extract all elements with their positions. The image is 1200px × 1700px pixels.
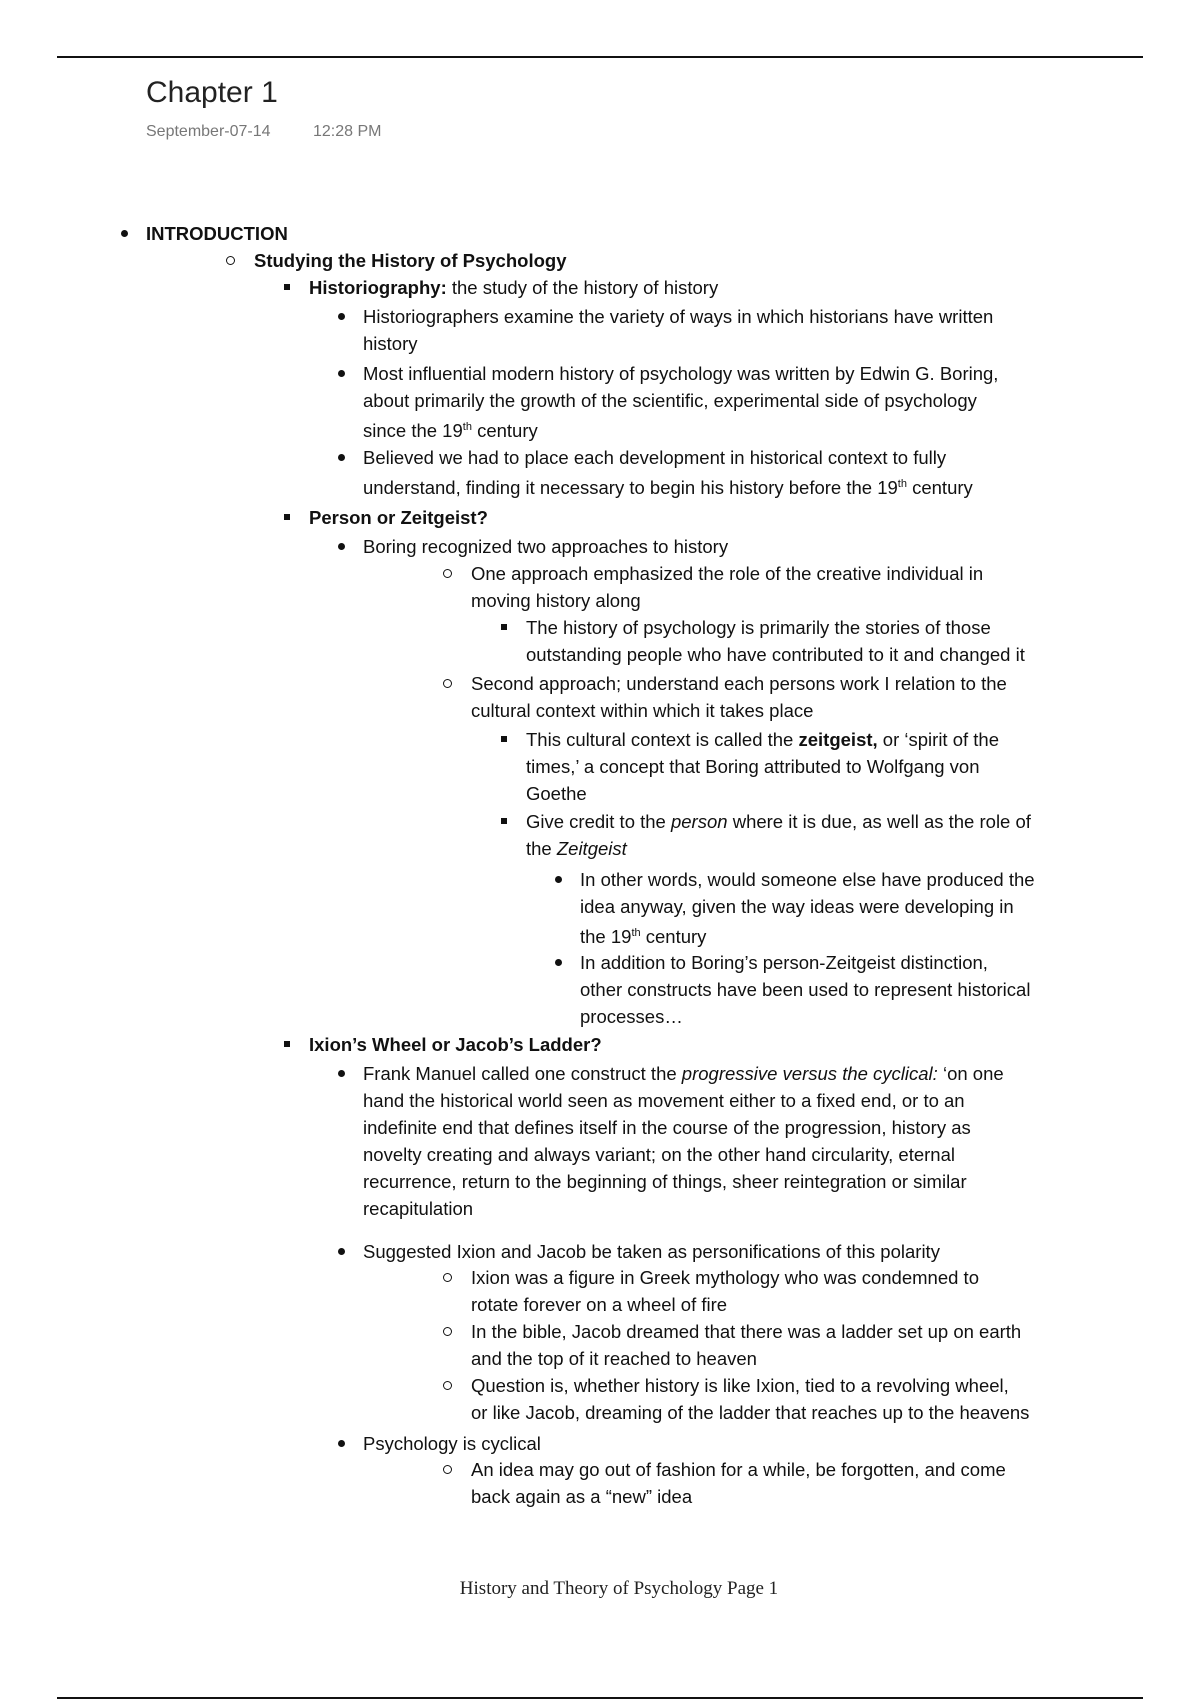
list-item: Frank Manuel called one construct the progressive versus the cyclical: ‘on one hand the historical world seen as movement either to a fixed end, or to an indefinite end that defines itself in the course of the progression, history as novelty creating and always variant; on the other hand circularity, eternal recurrence, return to the beginning of things, sheer reintegration or similar recapitulation — [363, 1060, 1004, 1222]
page-date: September-07-14 — [146, 123, 271, 140]
bullet-icon — [338, 1248, 345, 1255]
term-historiography: Historiography: — [309, 277, 447, 298]
page-footer: History and Theory of Psychology Page 1 — [459, 1578, 779, 1599]
list-item: In the bible, Jacob dreamed that there was a ladder set up on earth and the top of it reached to heaven — [471, 1318, 1021, 1372]
list-item: An idea may go out of fashion for a while, be forgotten, and come back again as a “new” idea — [471, 1456, 1006, 1510]
page-title: Chapter 1 — [146, 76, 278, 109]
heading-introduction: INTRODUCTION — [146, 223, 288, 244]
bullet-icon — [338, 454, 345, 461]
outline-item-ixion-jacob — [309, 1031, 602, 1058]
square-bullet-icon — [501, 736, 507, 742]
list-item: In addition to Boring’s person-Zeitgeist distinction, other constructs have been used to represent historical processes… — [580, 949, 1030, 1030]
list-item: Second approach; understand each persons work I relation to the cultural context within which it takes place — [471, 670, 1007, 724]
hollow-bullet-icon — [226, 256, 235, 265]
square-bullet-icon — [501, 624, 507, 630]
list-item: In other words, would someone else have produced the idea anyway, given the way ideas were developing in the 19th century — [580, 866, 1035, 950]
list-item: Ixion was a figure in Greek mythology who was condemned to rotate forever on a wheel of fire — [471, 1264, 979, 1318]
list-item: This cultural context is called the zeitgeist, or ‘spirit of the times,’ a concept that Boring attributed to Wolfgang von Goethe — [526, 726, 999, 807]
square-bullet-icon — [284, 1041, 290, 1047]
list-item: One approach emphasized the role of the creative individual in moving history along — [471, 560, 983, 614]
outline-item-historiography — [309, 274, 718, 301]
outline-item-introduction — [146, 220, 288, 247]
top-rule — [57, 56, 1143, 58]
heading-ixion-jacob: Ixion’s Wheel or Jacob’s Ladder? — [309, 1034, 602, 1055]
bullet-icon — [555, 876, 562, 883]
bullet-icon — [555, 959, 562, 966]
list-item: Most influential modern history of psychology was written by Edwin G. Boring, about primarily the growth of the scientific, experimental side of psychology since the 19th century — [363, 360, 998, 444]
square-bullet-icon — [284, 514, 290, 520]
square-bullet-icon — [284, 284, 290, 290]
list-item: The history of psychology is primarily the stories of those outstanding people who have contributed to it and changed it — [526, 614, 1025, 668]
heading-studying: Studying the History of Psychology — [254, 250, 567, 271]
bullet-icon — [338, 370, 345, 377]
square-bullet-icon — [501, 818, 507, 824]
page-time: 12:28 PM — [312, 123, 382, 140]
hollow-bullet-icon — [443, 569, 452, 578]
bottom-rule — [57, 1697, 1143, 1699]
list-item: Suggested Ixion and Jacob be taken as personifications of this polarity — [363, 1238, 940, 1265]
hollow-bullet-icon — [443, 1327, 452, 1336]
list-item: Question is, whether history is like Ixion, tied to a revolving wheel, or like Jacob, dreaming of the ladder that reaches up to the heavens — [471, 1372, 1029, 1426]
heading-person-zeitgeist: Person or Zeitgeist? — [309, 507, 488, 528]
list-item: Boring recognized two approaches to history — [363, 533, 728, 560]
bullet-icon — [338, 313, 345, 320]
list-item: Psychology is cyclical — [363, 1430, 541, 1457]
hollow-bullet-icon — [443, 1273, 452, 1282]
page-meta — [146, 123, 381, 141]
outline-item-studying — [254, 247, 566, 274]
hollow-bullet-icon — [443, 1465, 452, 1474]
hollow-bullet-icon — [443, 679, 452, 688]
bullet-icon — [338, 1070, 345, 1077]
bullet-icon — [338, 1440, 345, 1447]
list-item: Believed we had to place each development in historical context to fully understand, finding it necessary to begin his history before the 19th century — [363, 444, 973, 501]
bullet-icon — [338, 543, 345, 550]
list-item: Historiographers examine the variety of ways in which historians have written history — [363, 303, 993, 357]
list-item: Give credit to the person where it is due, as well as the role of the Zeitgeist — [526, 808, 1031, 862]
bullet-icon — [121, 230, 128, 237]
hollow-bullet-icon — [443, 1381, 452, 1390]
definition-historiography: the study of the history of history — [446, 277, 719, 298]
outline-item-person-zeitgeist — [309, 504, 488, 531]
